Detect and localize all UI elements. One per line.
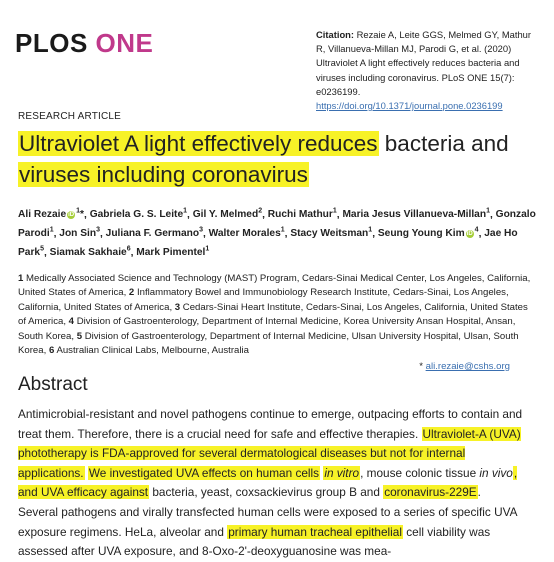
author-affiliation-sup: 2 bbox=[258, 208, 263, 215]
affiliation-number: 4 bbox=[68, 316, 75, 328]
author-name-text: Seung Young Kim bbox=[377, 228, 465, 240]
affiliation-number: 1 bbox=[18, 273, 24, 284]
abstract-s10: . Several pathogens and virally transfected human cells were exposed to a series of specific UVA exposure regimens. HeLa, alveolar and bbox=[18, 485, 517, 539]
author-name bbox=[378, 228, 479, 239]
affiliation-number: 6 bbox=[48, 345, 55, 357]
title-highlight-2: viruses including coronavirus bbox=[19, 162, 308, 187]
title-highlight-1: Ultraviolet A light effectively reduces bbox=[19, 131, 378, 156]
author-affiliation-sup: 4 bbox=[474, 226, 479, 234]
author-name bbox=[18, 209, 84, 220]
affiliation-text: Inflammatory Bowel and Immunobiology Research Institute, Cedars-Sinai, Los Angeles, California, United States of America, bbox=[18, 287, 509, 313]
author-name bbox=[209, 228, 285, 239]
email-link[interactable]: ali.rezaie@cshs.org bbox=[425, 361, 510, 372]
author-name-text: Stacy Weitsman bbox=[290, 228, 369, 240]
author-name-text: Jon Sin bbox=[59, 228, 97, 240]
author-name bbox=[50, 247, 131, 258]
author-name-text: Juliana F. Germano bbox=[105, 228, 200, 240]
affiliation-number: 2 bbox=[128, 287, 135, 299]
logo-one-text: ONE bbox=[95, 28, 154, 58]
title-text-3: and bbox=[471, 131, 509, 156]
abstract-highlight-invitro: in vitro bbox=[324, 465, 360, 480]
author-affiliation-sup: 1 bbox=[368, 226, 373, 234]
abstract-highlight-coronavirus: coronavirus-229E bbox=[384, 485, 477, 500]
author-name-text: Maria Jesus Villanueva-Millan bbox=[342, 209, 487, 221]
abstract-highlight-uva: Ultraviolet-A (UVA) phototherapy is FDA-approved for several dermatological diseases but not for internal applications. bbox=[18, 426, 521, 480]
abstract-invivo: in vivo bbox=[479, 465, 513, 480]
abstract-highlight-tracheal: primary human tracheal epithelial bbox=[228, 524, 402, 539]
citation-doi-link[interactable]: https://doi.org/10.1371/journal.pone.0236199 bbox=[316, 100, 503, 112]
abstract-highlight-cells: We investigated UVA effects on human cells bbox=[88, 465, 320, 480]
abstract-s12: cell viability was assessed after UVA exposure, and 8-Oxo-2'-deoxyguanosine was mea- bbox=[18, 524, 491, 559]
author-affiliation-sup: 1 bbox=[183, 208, 188, 215]
author-affiliation-sup: 5 bbox=[40, 245, 44, 253]
author-name-text: Gabriela G. S. Leite bbox=[89, 209, 184, 221]
author-list: Ali Rezaie iD $^1$*, Gabriela G. S. Leite$^1$, Gil Y. Melmed$^2$, Ruchi Mathur$^1$, Maria Jesus Villanueva-Millan$^1$, Gonzalo Parodi$^1$, Jon Sin$^3$, Juliana F. Germano$^3$, Walter Morales$^1$, Stacy Weitsman$^1$, Seung Young Kim iD $^4$, Jae Ho Park$^5$, Siamak Sakhaie$^6$, Mark Pimentel$^1$ bbox=[18, 208, 536, 259]
citation-text: Rezaie A, Leite GGS, Melmed GY, Mathur R, Villanueva-Millan MJ, Parodi G, et al. (2020) Ultraviolet A light effectively reduces bacteria and viruses including coronavirus. PLoS ONE 15(7): e0236199. bbox=[316, 29, 532, 97]
author-name-text: Gil Y. Melmed bbox=[192, 209, 259, 221]
author-name bbox=[90, 209, 187, 220]
author-name bbox=[193, 209, 262, 220]
author-name bbox=[136, 247, 209, 258]
corresponding-star: * bbox=[80, 209, 85, 221]
author-affiliation-sup: 1 bbox=[332, 208, 337, 215]
author-affiliation-sup: 1 bbox=[205, 245, 210, 253]
author-name bbox=[106, 228, 203, 239]
citation-label: Citation: bbox=[316, 29, 355, 40]
author-name-text: Walter Morales bbox=[208, 228, 281, 240]
abstract-s1: Antimicrobial-resistant and novel pathogens continue to emerge, outpacing efforts to contain and treat them. Therefore, there is a crucial need for safe and effective therapies. bbox=[18, 407, 523, 441]
abstract-heading: Abstract bbox=[18, 374, 88, 395]
affiliation-number: 3 bbox=[174, 301, 181, 313]
orcid-icon[interactable]: iD bbox=[68, 211, 75, 218]
corresponding-email bbox=[419, 361, 510, 372]
article-title bbox=[18, 128, 538, 190]
article-type-label: RESEARCH ARTICLE bbox=[18, 111, 122, 122]
affiliation-text: Division of Gastroenterology, Department of Internal Medicine, Korea University Ansan Hospital, Ansan, South Korea, bbox=[18, 316, 516, 342]
author-name-text: Ruchi Mathur bbox=[267, 209, 333, 221]
abstract-s5: , mouse colonic tissue bbox=[360, 465, 477, 480]
affiliation-text: Medically Associated Science and Technology (MAST) Program, Cedars-Sinai Medical Center, Los Angeles, California, United States of America, bbox=[18, 273, 531, 299]
author-affiliation-sup: 1 bbox=[280, 226, 285, 234]
logo-plos-text: PLOS bbox=[15, 28, 88, 58]
author-name bbox=[59, 228, 100, 239]
abstract-text bbox=[18, 405, 524, 562]
author-name-text: Siamak Sakhaie bbox=[49, 247, 127, 259]
abstract-s8: bacteria, yeast, coxsackievirus group B and bbox=[152, 485, 380, 500]
affiliations-block bbox=[18, 272, 538, 358]
citation-block bbox=[316, 28, 538, 113]
author-affiliation-sup: 1 bbox=[486, 208, 490, 215]
author-name-text: Mark Pimentel bbox=[136, 247, 206, 259]
abstract-highlight-efficacy: , and UVA efficacy against bbox=[18, 465, 518, 500]
author-name bbox=[342, 209, 490, 220]
title-text-2: bacteria bbox=[384, 131, 465, 156]
author-name-text: Ali Rezaie bbox=[18, 209, 67, 221]
author-affiliation-sup: 3 bbox=[96, 226, 100, 234]
author-name bbox=[290, 228, 372, 239]
affiliation-number: 5 bbox=[76, 330, 83, 342]
author-affiliation-sup: 3 bbox=[199, 226, 203, 234]
plos-one-logo[interactable] bbox=[15, 28, 153, 59]
author-name-text: Jae Ho Park bbox=[18, 228, 518, 259]
email-star: * bbox=[419, 361, 423, 372]
orcid-icon[interactable]: iD bbox=[466, 230, 473, 237]
author-name-text: Gonzalo Parodi bbox=[18, 209, 536, 240]
author-affiliation-sup: 6 bbox=[126, 245, 131, 253]
affiliation-text: Cedars-Sinai Heart Institute, Cedars-Sinai, Los Angeles, California, United States of America, bbox=[18, 301, 528, 328]
affiliation-text: Australian Clinical Labs, Melbourne, Australia bbox=[56, 345, 249, 357]
author-name bbox=[268, 209, 337, 220]
author-affiliation-sup: 1 bbox=[49, 226, 54, 234]
author-affiliation-sup: 1 bbox=[76, 208, 81, 215]
affiliation-text: Division of Gastroenterology, Department of Internal Medicine, Ulsan University Hospital, Ulsan, South Korea, bbox=[18, 330, 519, 357]
